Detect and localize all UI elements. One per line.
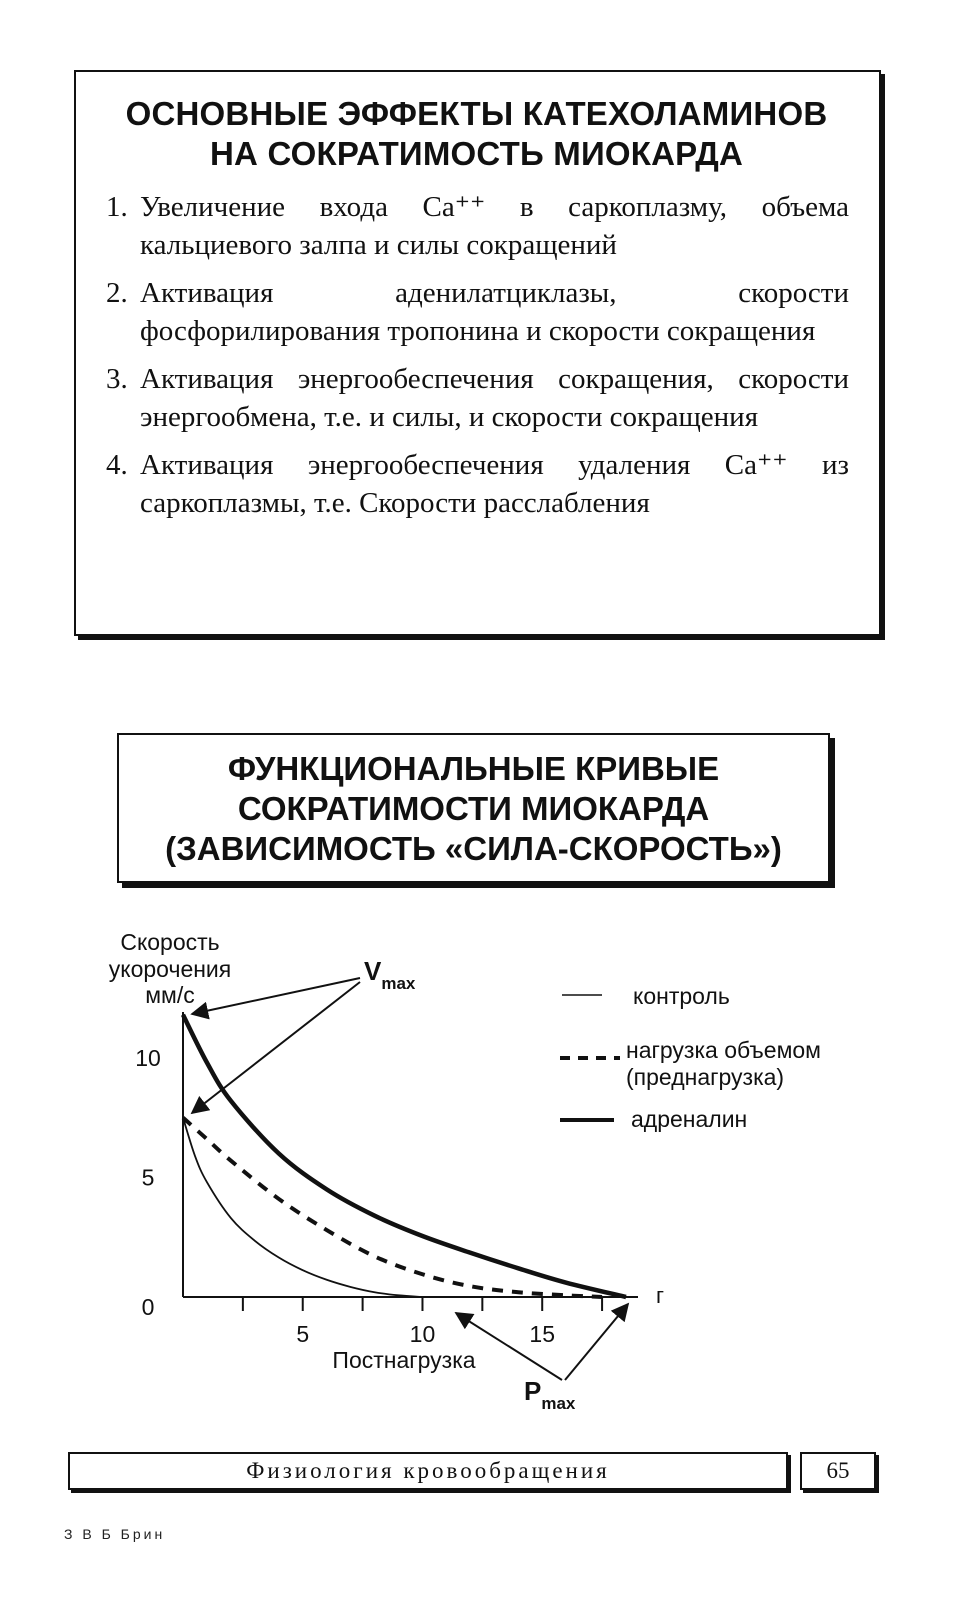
legend-label-control: контроль — [633, 983, 730, 1009]
fv-title-line1: ФУНКЦИОНАЛЬНЫЕ КРИВЫЕ — [227, 750, 720, 787]
y-tick-label: 10 — [135, 1044, 161, 1071]
catecholamine-title-line2: НА СОКРАТИМОСТЬ МИОКАРДА — [210, 135, 743, 172]
curve-series-0 — [183, 1118, 422, 1297]
list-item — [104, 360, 849, 436]
legend-label-preload: нагрузка объемом — [626, 1037, 821, 1063]
legend — [560, 983, 821, 1132]
y-axis-label-line2: укорочения — [108, 956, 232, 982]
x-tick-label: 10 — [409, 1321, 436, 1347]
y-axis-label-line3: мм/с — [145, 982, 195, 1008]
x-tick-label: 5 — [296, 1321, 310, 1347]
x-ticks — [243, 1297, 602, 1347]
y-ticks — [135, 1045, 161, 1320]
legend-label-preload-line2: (преднагрузка) — [626, 1064, 785, 1090]
catecholamine-effects-title — [104, 94, 849, 174]
item-number: 2. — [106, 277, 128, 309]
vmax-main: V — [364, 956, 382, 986]
x-tick-label: 15 — [529, 1321, 556, 1347]
item-text: Увеличение входа Са⁺⁺ в саркоплазму, объема кальциевого залпа и силы сокращений — [140, 191, 849, 261]
list-item — [104, 274, 849, 350]
legend-label-adrenaline: адреналин — [631, 1106, 748, 1132]
y-tick-label: 0 — [141, 1294, 155, 1320]
vmax-label — [364, 956, 416, 993]
catecholamine-effects-box — [74, 70, 881, 636]
effects-list — [104, 188, 849, 522]
vmax-arrow-lower — [192, 982, 360, 1113]
pmax-main: P — [524, 1376, 542, 1406]
curve-series-1 — [183, 1118, 602, 1297]
catecholamine-title-line1: ОСНОВНЫЕ ЭФФЕКТЫ КАТЕХОЛАМИНОВ — [125, 95, 828, 132]
y-axis-label-line1: Скорость — [120, 929, 220, 955]
list-item — [104, 446, 849, 522]
vmax-arrow-upper — [192, 978, 360, 1014]
curves — [183, 1015, 626, 1297]
item-text: Активация энергообеспечения удаления Са⁺⁺ из саркоплазмы, т.е. Скорости расслабления — [140, 449, 849, 519]
pmax-sub: max — [541, 1394, 576, 1413]
fv-title-line2: СОКРАТИМОСТИ МИОКАРДА — [237, 790, 710, 827]
running-footer: Физиология кровообращения — [68, 1452, 788, 1490]
force-velocity-title — [119, 749, 828, 869]
curve-series-2 — [183, 1015, 626, 1297]
list-item — [104, 188, 849, 264]
item-number: 1. — [106, 191, 128, 223]
fv-title-line3: (ЗАВИСИМОСТЬ «СИЛА-СКОРОСТЬ») — [165, 830, 782, 867]
y-tick-label: 5 — [141, 1164, 155, 1191]
item-number: 4. — [106, 449, 128, 481]
page-number: 65 — [800, 1452, 876, 1490]
x-unit-label: г — [656, 1283, 665, 1308]
vmax-sub: max — [381, 974, 416, 993]
credit-line: З В Б Брин — [64, 1526, 166, 1542]
force-velocity-title-box — [117, 733, 830, 883]
item-text: Активация аденилатциклазы, скорости фосфорилирования тропонина и скорости сокращения — [140, 277, 849, 347]
pmax-arrow-right — [565, 1304, 628, 1380]
force-velocity-chart — [0, 900, 975, 1430]
pmax-label — [524, 1376, 576, 1413]
item-text: Активация энергообеспечения сокращения, скорости энергообмена, т.е. и силы, и скорости сокращения — [140, 363, 849, 433]
x-axis-label: Постнагрузка — [332, 1347, 476, 1373]
item-number: 3. — [106, 363, 128, 395]
